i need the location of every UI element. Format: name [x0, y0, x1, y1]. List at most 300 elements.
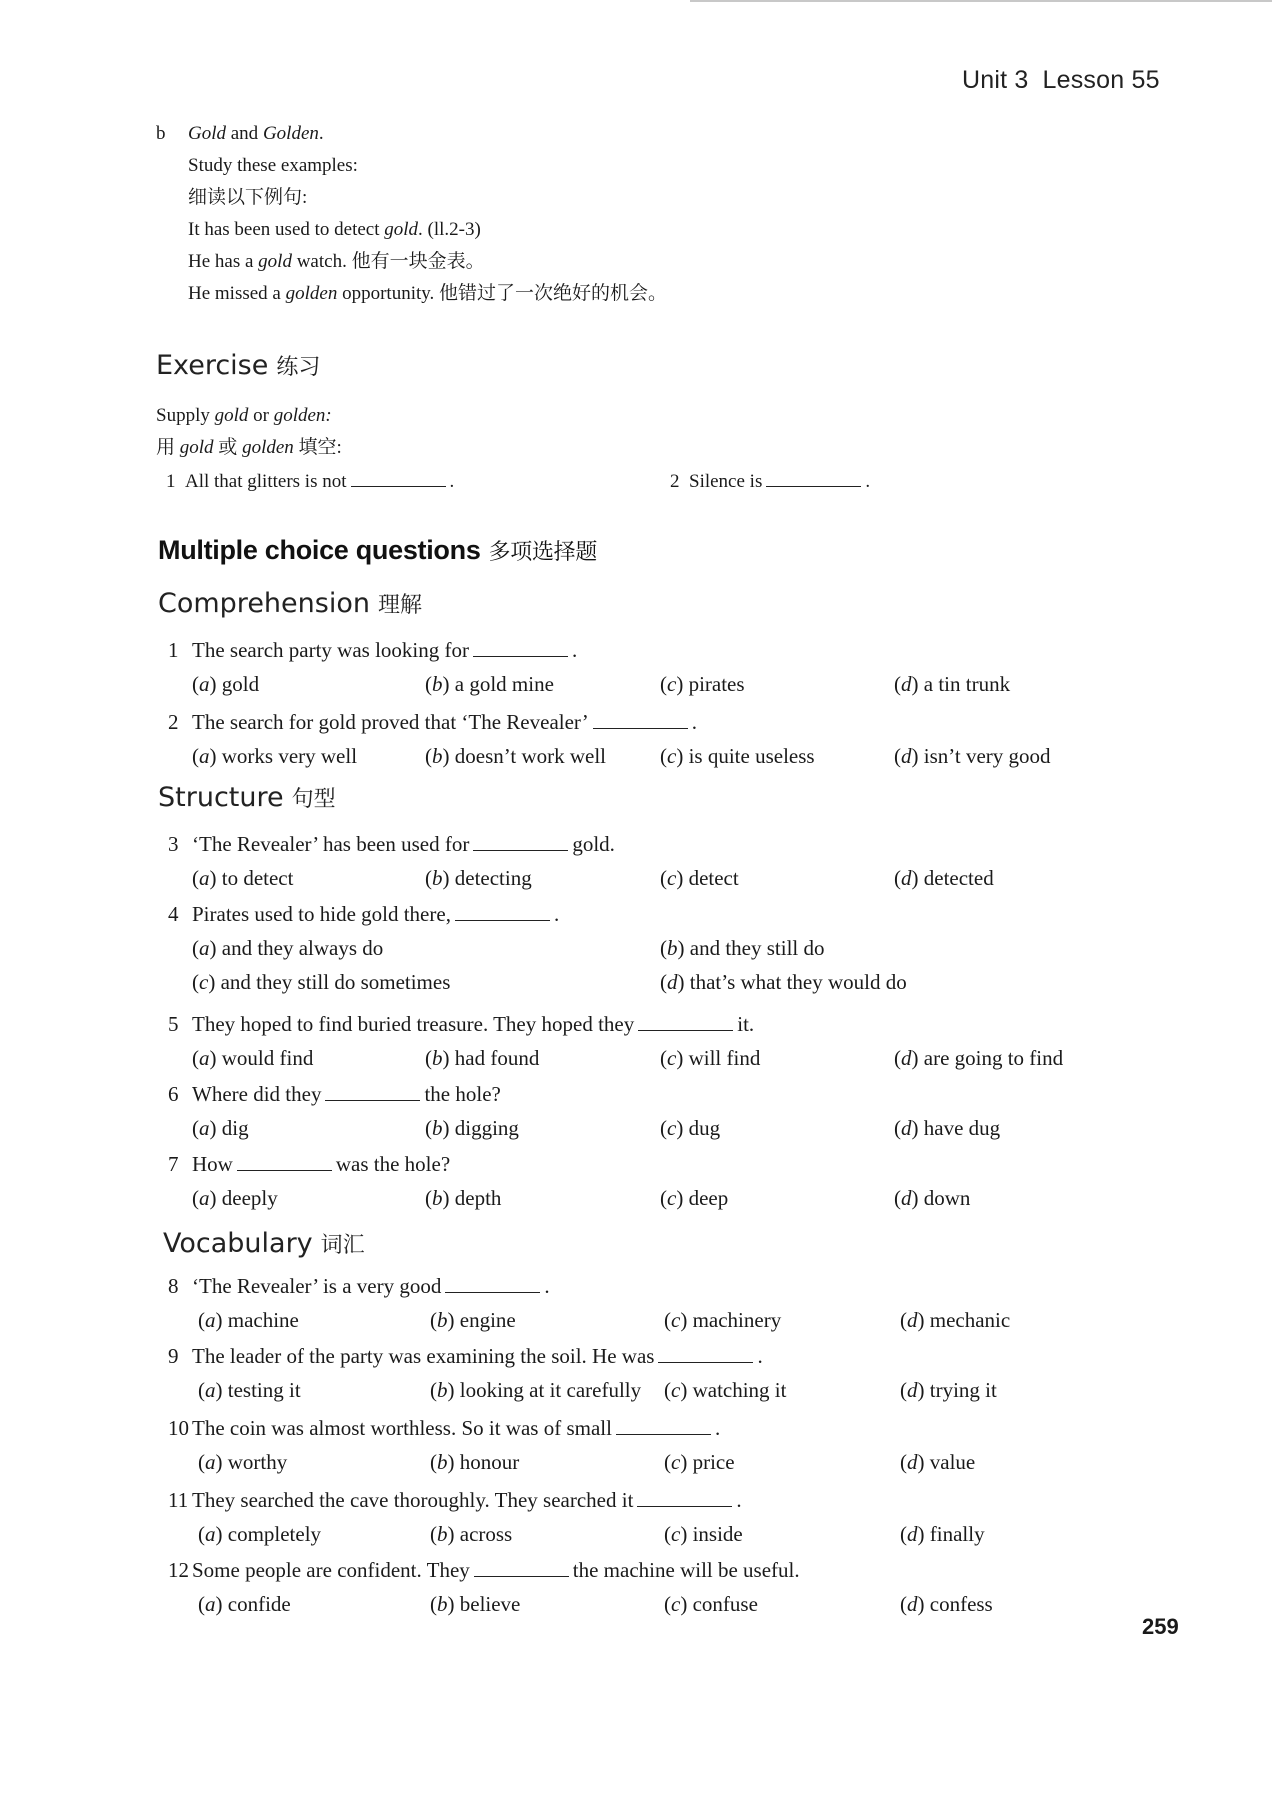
option-letter: c: [199, 970, 209, 994]
option-paren-open: (: [894, 672, 901, 696]
option-letter: d: [901, 1116, 912, 1140]
option-d[interactable]: [900, 1308, 1010, 1333]
option-letter: c: [671, 1592, 681, 1616]
option-paren-close: ): [676, 1046, 689, 1070]
question-text: Pirates used to hide gold there,: [192, 902, 451, 926]
option-paren-open: (: [660, 1046, 667, 1070]
question-text: The search for gold proved that ‘The Revealer’: [192, 710, 589, 734]
vocabulary-title-cn: 词汇: [320, 1233, 365, 1258]
option-d[interactable]: [894, 1116, 1000, 1141]
option-text: and they still do sometimes: [220, 970, 451, 994]
option-paren-open: (: [664, 1450, 671, 1474]
option-paren-close: ): [917, 1378, 930, 1402]
answer-blank[interactable]: [455, 919, 550, 921]
option-paren-close: ): [911, 1046, 924, 1070]
option-letter: b: [437, 1592, 448, 1616]
option-d[interactable]: [660, 970, 907, 995]
option-text: confess: [929, 1592, 993, 1616]
option-c[interactable]: [664, 1450, 735, 1475]
option-paren-close: ): [209, 1046, 222, 1070]
option-letter: c: [671, 1450, 681, 1474]
question-1: [168, 638, 577, 663]
option-paren-open: (: [198, 1522, 205, 1546]
option-letter: d: [901, 866, 912, 890]
question-3: [168, 832, 615, 857]
option-paren-close: ): [209, 866, 222, 890]
option-text: are going to find: [923, 1046, 1064, 1070]
option-text: and they always do: [221, 936, 384, 960]
answer-blank[interactable]: [351, 485, 446, 487]
option-paren-open: (: [430, 1308, 437, 1332]
option-text: and they still do: [689, 936, 825, 960]
question-number: 5: [168, 1012, 179, 1036]
exercise-title: Exercise: [156, 350, 269, 381]
question-number: 10: [168, 1416, 189, 1440]
option-letter: b: [437, 1450, 448, 1474]
option-paren-close: ): [442, 744, 455, 768]
question-text: The coin was almost worthless. So it was of small: [192, 1416, 612, 1440]
option-paren-close: ): [680, 1522, 693, 1546]
option-text: would find: [221, 1046, 314, 1070]
option-text: a gold mine: [454, 672, 554, 696]
option-c[interactable]: [660, 672, 745, 697]
option-c[interactable]: [660, 744, 815, 769]
option-paren-close: ): [442, 1046, 455, 1070]
option-paren-close: ): [215, 1450, 228, 1474]
option-a[interactable]: [198, 1450, 287, 1475]
option-text: price: [692, 1450, 735, 1474]
option-paren-open: (: [192, 1116, 199, 1140]
option-paren-open: (: [425, 1116, 432, 1140]
option-paren-open: (: [664, 1308, 671, 1332]
option-paren-open: (: [660, 970, 667, 994]
option-paren-close: ): [209, 1186, 222, 1210]
instruction-or: or: [248, 405, 274, 426]
question-number: 4: [168, 902, 179, 926]
option-paren-open: (: [192, 936, 199, 960]
answer-blank[interactable]: [766, 485, 861, 487]
option-a[interactable]: [198, 1522, 321, 1547]
option-paren-open: (: [192, 970, 199, 994]
option-text: digging: [454, 1116, 519, 1140]
question-12: [168, 1558, 800, 1583]
option-paren-close: ): [917, 1308, 930, 1332]
option-paren-close: ): [680, 1592, 693, 1616]
option-paren-open: (: [430, 1592, 437, 1616]
option-a[interactable]: [192, 672, 259, 697]
section-b-title-gold: Gold: [188, 123, 226, 144]
question-number: 2: [168, 710, 179, 734]
answer-blank[interactable]: [637, 1505, 732, 1507]
section-b-title-and: and: [226, 123, 263, 144]
question-text: ‘The Revealer’ is a very good: [192, 1274, 442, 1298]
option-c[interactable]: [660, 866, 739, 891]
option-letter: b: [667, 936, 678, 960]
answer-blank[interactable]: [474, 1575, 569, 1577]
option-b[interactable]: [430, 1522, 512, 1547]
option-d[interactable]: [900, 1378, 997, 1403]
option-letter: a: [205, 1522, 216, 1546]
instruction-cn-gold: gold: [179, 437, 214, 458]
question-text-end: it.: [737, 1012, 755, 1036]
option-letter: a: [199, 744, 210, 768]
lesson-label: Lesson 55: [1042, 66, 1160, 94]
option-letter: b: [437, 1378, 448, 1402]
option-paren-close: ): [677, 936, 690, 960]
option-letter: a: [205, 1450, 216, 1474]
page-number: 259: [1142, 1614, 1179, 1639]
option-paren-close: ): [215, 1308, 228, 1332]
example-1-word: gold: [384, 219, 419, 240]
example-1-pre: It has been used to detect: [188, 219, 385, 240]
question-text: The search party was looking for: [192, 638, 469, 662]
option-paren-open: (: [198, 1308, 205, 1332]
option-paren-open: (: [894, 1116, 901, 1140]
option-paren-open: (: [660, 744, 667, 768]
answer-blank[interactable]: [325, 1099, 420, 1101]
study-examples-text: Study these examples:: [188, 155, 358, 176]
option-paren-close: ): [447, 1308, 460, 1332]
question-9: [168, 1344, 763, 1369]
option-letter: b: [432, 1046, 443, 1070]
example-2-word: gold: [258, 251, 292, 272]
option-paren-open: (: [894, 1186, 901, 1210]
study-examples-cn: 细读以下例句:: [188, 187, 308, 208]
question-text-end: was the hole?: [335, 1152, 451, 1176]
question-text-end: .: [714, 1416, 721, 1440]
option-letter: c: [667, 744, 677, 768]
option-c[interactable]: [664, 1308, 781, 1333]
question-text: Where did they: [192, 1082, 322, 1106]
option-letter: c: [671, 1522, 681, 1546]
option-text: down: [923, 1186, 971, 1210]
option-c[interactable]: [664, 1378, 786, 1403]
option-c[interactable]: [660, 1186, 728, 1211]
option-letter: a: [205, 1592, 216, 1616]
option-letter: a: [199, 1046, 210, 1070]
option-paren-open: (: [425, 744, 432, 768]
question-7: [168, 1152, 450, 1177]
question-2: [168, 710, 697, 735]
option-text: worthy: [227, 1450, 288, 1474]
option-paren-close: ): [680, 1378, 693, 1402]
question-5: [168, 1012, 754, 1037]
option-paren-open: (: [192, 672, 199, 696]
option-text: doesn’t work well: [454, 744, 607, 768]
option-c[interactable]: [660, 1116, 720, 1141]
option-letter: d: [901, 672, 912, 696]
option-text: machine: [227, 1308, 299, 1332]
question-number: 7: [168, 1152, 179, 1176]
question-text-end: .: [553, 902, 560, 926]
option-a[interactable]: [198, 1308, 299, 1333]
option-paren-close: ): [911, 672, 924, 696]
option-paren-close: ): [447, 1522, 460, 1546]
option-letter: d: [907, 1450, 918, 1474]
unit-label: Unit 3: [962, 66, 1029, 94]
option-c[interactable]: [660, 1046, 760, 1071]
option-paren-open: (: [192, 744, 199, 768]
option-d[interactable]: [894, 1186, 970, 1211]
answer-blank[interactable]: [593, 727, 688, 729]
question-text-end: .: [736, 1488, 742, 1512]
question-number: 9: [168, 1344, 179, 1368]
option-paren-close: ): [677, 970, 690, 994]
option-b[interactable]: [425, 1186, 501, 1211]
question-number: 8: [168, 1274, 179, 1298]
instruction-word-gold: gold: [214, 405, 249, 426]
option-paren-close: ): [676, 866, 689, 890]
option-d[interactable]: [900, 1522, 985, 1547]
section-b-title-golden: Golden: [262, 123, 319, 144]
option-letter: c: [671, 1378, 681, 1402]
option-text: believe: [459, 1592, 521, 1616]
option-b[interactable]: [430, 1378, 641, 1403]
option-text: dig: [221, 1116, 249, 1140]
option-letter: a: [199, 672, 210, 696]
option-paren-close: ): [911, 866, 924, 890]
option-text: finally: [929, 1522, 985, 1546]
option-text: inside: [692, 1522, 743, 1546]
option-text: have dug: [923, 1116, 1001, 1140]
option-c[interactable]: [192, 970, 450, 995]
option-text: will find: [688, 1046, 761, 1070]
option-text: depth: [454, 1186, 502, 1210]
exercise-item-2-text: Silence is: [689, 471, 763, 492]
option-paren-open: (: [660, 672, 667, 696]
question-text: ‘The Revealer’ has been used for: [192, 832, 470, 856]
option-paren-open: (: [192, 1186, 199, 1210]
option-letter: b: [437, 1522, 448, 1546]
option-a[interactable]: [192, 1116, 249, 1141]
option-text: confide: [227, 1592, 291, 1616]
option-paren-open: (: [425, 866, 432, 890]
option-d[interactable]: [894, 744, 1051, 769]
option-paren-close: ): [208, 970, 221, 994]
option-paren-close: ): [911, 1116, 924, 1140]
exercise-item-1: [166, 466, 454, 498]
option-b[interactable]: [425, 1116, 519, 1141]
question-number: 12: [168, 1558, 189, 1582]
option-b[interactable]: [425, 866, 532, 891]
option-letter: a: [199, 1186, 210, 1210]
question-number: 11: [168, 1488, 189, 1512]
answer-blank[interactable]: [616, 1433, 711, 1435]
option-b[interactable]: [425, 1046, 539, 1071]
option-text: confuse: [692, 1592, 758, 1616]
example-3-word: golden: [285, 283, 338, 304]
option-b[interactable]: [425, 672, 554, 697]
option-letter: b: [432, 866, 443, 890]
option-paren-close: ): [911, 1186, 924, 1210]
section-b-title-end: .: [318, 123, 324, 144]
option-paren-close: ): [917, 1450, 930, 1474]
option-text: pirates: [688, 672, 745, 696]
option-letter: c: [667, 1116, 677, 1140]
option-paren-open: (: [894, 744, 901, 768]
vocabulary-heading: [163, 1228, 365, 1259]
question-number: 3: [168, 832, 179, 856]
option-paren-close: ): [676, 744, 689, 768]
option-paren-close: ): [215, 1378, 228, 1402]
instruction-cn-golden: golden: [242, 437, 294, 458]
option-text: value: [929, 1450, 976, 1474]
option-paren-open: (: [198, 1450, 205, 1474]
option-paren-open: (: [192, 866, 199, 890]
option-paren-close: ): [442, 672, 455, 696]
option-paren-close: ): [209, 672, 222, 696]
option-letter: b: [432, 1186, 443, 1210]
option-letter: c: [667, 866, 677, 890]
option-paren-open: (: [660, 866, 667, 890]
question-10: [168, 1416, 720, 1441]
structure-heading: [158, 782, 336, 813]
option-text: mechanic: [929, 1308, 1011, 1332]
answer-blank[interactable]: [445, 1291, 540, 1293]
option-b[interactable]: [430, 1450, 519, 1475]
option-paren-close: ): [676, 672, 689, 696]
question-text: They hoped to find buried treasure. They hoped they: [192, 1012, 635, 1036]
option-c[interactable]: [664, 1522, 743, 1547]
option-text: a tin trunk: [923, 672, 1011, 696]
exercise-item-2: [670, 466, 870, 498]
option-a[interactable]: [192, 1046, 313, 1071]
option-a[interactable]: [192, 1186, 278, 1211]
answer-blank[interactable]: [473, 655, 568, 657]
option-c[interactable]: [664, 1592, 758, 1617]
option-paren-open: (: [664, 1592, 671, 1616]
exercise-item-1-text: All that glitters is not: [185, 471, 347, 492]
comprehension-heading: [158, 588, 422, 619]
question-4: [168, 902, 559, 927]
option-paren-close: ): [447, 1450, 460, 1474]
option-text: deeply: [221, 1186, 278, 1210]
mcq-title: Multiple choice questions: [158, 535, 481, 565]
option-letter: b: [432, 672, 443, 696]
option-letter: b: [432, 744, 443, 768]
option-letter: d: [901, 744, 912, 768]
option-letter: d: [901, 1186, 912, 1210]
option-paren-open: (: [900, 1450, 907, 1474]
option-paren-open: (: [894, 866, 901, 890]
option-letter: a: [205, 1378, 216, 1402]
option-paren-open: (: [660, 936, 667, 960]
example-sentence-2: [188, 246, 485, 278]
exercise-instruction: [156, 400, 332, 432]
option-text: trying it: [929, 1378, 997, 1402]
option-paren-open: (: [664, 1378, 671, 1402]
exercise-item-2-number: 2: [670, 471, 680, 492]
option-paren-open: (: [894, 1046, 901, 1070]
option-paren-open: (: [900, 1378, 907, 1402]
question-8: [168, 1274, 550, 1299]
option-paren-close: ): [911, 744, 924, 768]
question-11: [168, 1488, 742, 1513]
option-a[interactable]: [198, 1592, 291, 1617]
exercise-instruction-cn: [156, 432, 342, 464]
option-paren-close: ): [447, 1378, 460, 1402]
instruction-cn-post: 填空:: [293, 437, 342, 458]
exercise-heading: [156, 350, 320, 381]
option-b[interactable]: [425, 744, 606, 769]
option-a[interactable]: [192, 866, 293, 891]
example-2-pre: He has a: [188, 251, 259, 272]
mcq-heading: [158, 535, 597, 566]
example-sentence-3: [188, 278, 667, 310]
top-border-line: [690, 0, 1272, 2]
option-d[interactable]: [900, 1450, 975, 1475]
option-letter: a: [205, 1308, 216, 1332]
mcq-title-cn: 多项选择题: [488, 540, 598, 565]
option-text: testing it: [227, 1378, 301, 1402]
option-a[interactable]: [192, 936, 383, 961]
answer-blank[interactable]: [473, 849, 568, 851]
answer-blank[interactable]: [658, 1361, 753, 1363]
option-paren-open: (: [430, 1378, 437, 1402]
option-text: deep: [688, 1186, 729, 1210]
option-paren-close: ): [676, 1186, 689, 1210]
option-d[interactable]: [894, 866, 994, 891]
option-text: honour: [459, 1450, 520, 1474]
option-paren-close: ): [209, 936, 222, 960]
option-text: machinery: [692, 1308, 782, 1332]
answer-blank[interactable]: [237, 1169, 332, 1171]
question-text-end: the hole?: [424, 1082, 501, 1106]
option-letter: c: [667, 1186, 677, 1210]
option-text: watching it: [692, 1378, 787, 1402]
option-paren-close: ): [442, 1116, 455, 1140]
question-text: How: [192, 1152, 233, 1176]
answer-blank[interactable]: [638, 1029, 733, 1031]
option-paren-close: ): [215, 1592, 228, 1616]
question-number: 1: [168, 638, 179, 662]
option-d[interactable]: [894, 1046, 1063, 1071]
option-a[interactable]: [192, 744, 357, 769]
exercise-title-cn: 练习: [276, 355, 321, 380]
option-paren-open: (: [664, 1522, 671, 1546]
option-paren-close: ): [447, 1592, 460, 1616]
option-text: looking at it carefully: [459, 1378, 642, 1402]
option-paren-open: (: [430, 1450, 437, 1474]
option-letter: d: [667, 970, 678, 994]
example-3-pre: He missed a: [188, 283, 286, 304]
option-paren-open: (: [198, 1592, 205, 1616]
option-text: isn’t very good: [923, 744, 1051, 768]
option-paren-close: ): [917, 1592, 930, 1616]
option-letter: b: [432, 1116, 443, 1140]
option-letter: d: [901, 1046, 912, 1070]
option-b[interactable]: [660, 936, 825, 961]
option-text: gold: [221, 672, 260, 696]
option-paren-open: (: [430, 1522, 437, 1546]
option-paren-close: ): [215, 1522, 228, 1546]
instruction-pre: Supply: [156, 405, 215, 426]
option-letter: a: [199, 866, 210, 890]
option-letter: c: [667, 672, 677, 696]
option-paren-open: (: [198, 1378, 205, 1402]
option-d[interactable]: [894, 672, 1010, 697]
vocabulary-title: Vocabulary: [163, 1228, 313, 1259]
option-paren-open: (: [192, 1046, 199, 1070]
section-b-title: [188, 118, 324, 150]
option-d[interactable]: [900, 1592, 993, 1617]
option-b[interactable]: [430, 1308, 516, 1333]
option-text: is quite useless: [688, 744, 815, 768]
option-text: engine: [459, 1308, 516, 1332]
option-a[interactable]: [198, 1378, 301, 1403]
question-number: 6: [168, 1082, 179, 1106]
option-b[interactable]: [430, 1592, 520, 1617]
